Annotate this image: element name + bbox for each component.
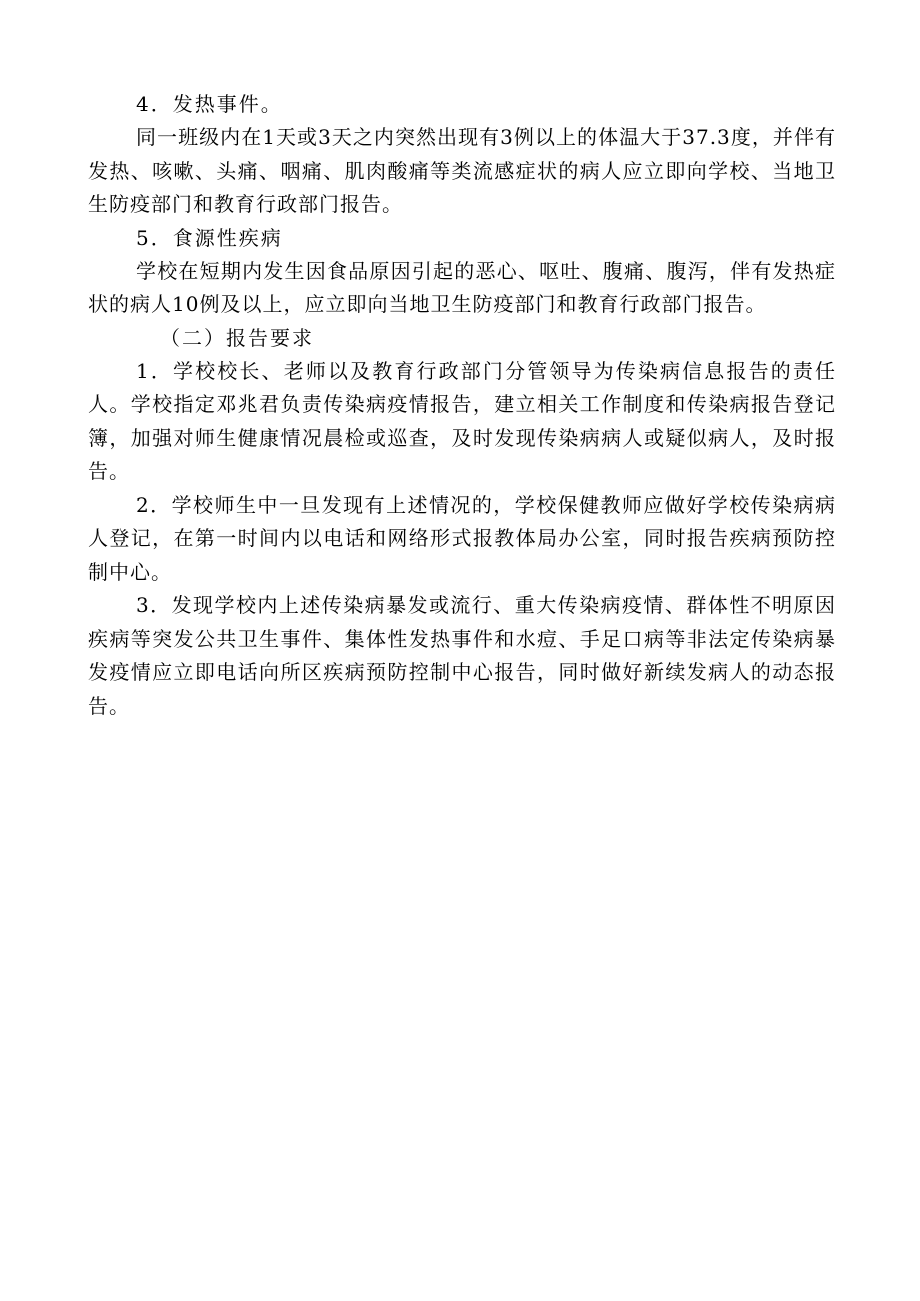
paragraph-requirement-3: 3．发现学校内上述传染病暴发或流行、重大传染病疫情、群体性不明原因疾病等突发公共卫生事件、集体性发热事件和水痘、手足口病等非法定传染病暴发疫情应立即电话向所区疾病预防控制中心报告，同时做好新续发病人的动态报告。: [88, 593, 836, 718]
paragraph-requirement-2: 2．学校师生中一旦发现有上述情况的，学校保健教师应做好学校传染病病人登记，在第一时间内以电话和网络形式报教体局办公室，同时报告疾病预防控制中心。: [88, 492, 836, 584]
paragraph-fever-event: 同一班级内在1天或3天之内突然出现有3例以上的体温大于37.3度，并伴有发热、咳嗽、头痛、咽痛、肌肉酸痛等类流感症状的病人应立即向学校、当地卫生防疫部门和教育行政部门报告。: [88, 125, 836, 216]
paragraph-foodborne-disease: 学校在短期内发生因食品原因引起的恶心、呕吐、腹痛、腹泻，伴有发热症状的病人10例及以上，应立即向当地卫生防疫部门和教育行政部门报告。: [88, 258, 836, 316]
section-heading-report-requirements: （二）报告要求: [160, 325, 314, 350]
heading-fever-event: 4．发热事件。: [136, 92, 283, 116]
heading-foodborne-disease: 5．食源性疾病: [136, 225, 283, 250]
document-page: [88, 88, 836, 723]
paragraph-requirement-1: 1．学校校长、老师以及教育行政部门分管领导为传染病信息报告的责任人。学校指定邓兆君负责传染病疫情报告，建立相关工作制度和传染病报告登记簿，加强对师生健康情况晨检或巡查，及时发现传染病病人或疑似病人，及时报告。: [88, 358, 836, 483]
